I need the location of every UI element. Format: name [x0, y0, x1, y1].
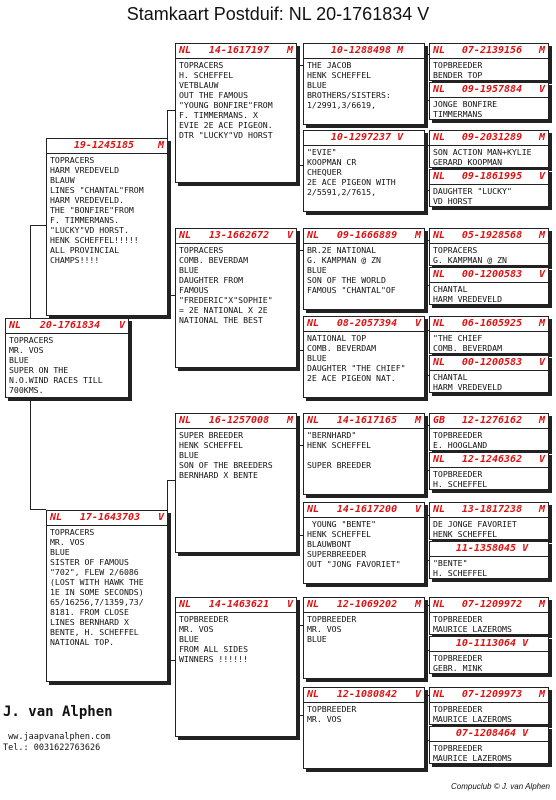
- pedigree-card-ancestor[interactable]: [429, 452, 549, 490]
- card-description: "EVIE" KOOPMAN CR CHEQUER 2E ACE PIGEON WITH 2/5591,2/7615,: [307, 147, 396, 197]
- card-ring-number: 10-1113064: [455, 638, 517, 649]
- card-description: SUPER BREEDER HENK SCHEFFEL BLUE SON OF THE BREEDERS BERNHARD X BENTE: [179, 430, 273, 480]
- card-description: TOPBREEDER MAURICE LAZEROMS: [433, 743, 512, 763]
- card-ring-number: 12-1276162: [461, 415, 523, 426]
- card-divider: [304, 612, 424, 613]
- card-country: NL: [433, 269, 446, 280]
- card-ring-number: 07-1208464: [455, 728, 517, 739]
- card-ring-number: 09-1957884: [461, 84, 523, 95]
- card-divider: [304, 145, 424, 146]
- card-divider: [304, 243, 424, 244]
- card-sex: V: [538, 171, 545, 182]
- card-description: TOPRACERS MR. VOS BLUE SISTER OF FAMOUS "702", FLEW 2/6086 (LOST WITH HAWK THE 1E IN SOME SECONDS) 65/16256,7/1359,73/ 8181. FROM CLOSE LINES BERNHARD X BENTE, H. SCHEFFEL NATIONAL TOP.: [50, 527, 144, 647]
- card-divider: [430, 612, 548, 613]
- card-divider: [304, 58, 424, 59]
- card-description: "BENTE" H. SCHEFFEL: [433, 558, 488, 578]
- card-ring-number: 13-1662672: [208, 230, 270, 241]
- card-country: NL: [433, 230, 446, 241]
- card-description: TOPRACERS COMB. BEVERDAM BLUE DAUGHTER FROM FAMOUS "FREDERIC"X"SOPHIE" = 2E NATIONAL X 2E NATIONAL THE BEST: [179, 245, 273, 325]
- card-country: NL: [50, 512, 63, 523]
- card-sex: M: [538, 318, 545, 329]
- card-sex: M: [538, 132, 545, 143]
- card-sex: V: [397, 132, 404, 143]
- pedigree-card-great-grandparent[interactable]: [303, 413, 425, 495]
- card-country: NL: [433, 357, 446, 368]
- pedigree-card-ancestor[interactable]: [429, 413, 549, 451]
- pedigree-card-ancestor[interactable]: [429, 502, 549, 540]
- card-ring-number: 12-1080842: [336, 689, 398, 700]
- card-sex: M: [538, 504, 545, 515]
- card-divider: [176, 243, 296, 244]
- card-country: NL: [433, 504, 446, 515]
- card-divider: [176, 612, 296, 613]
- card-description: TOPBREEDER MR. VOS: [307, 704, 357, 724]
- card-sex: V: [538, 454, 545, 465]
- card-ring-number: 17-1643703: [79, 512, 141, 523]
- pedigree-card-grandparent[interactable]: [175, 43, 297, 183]
- card-country: NL: [307, 504, 320, 515]
- card-country: NL: [433, 132, 446, 143]
- card-country: NL: [433, 171, 446, 182]
- pedigree-card-ancestor[interactable]: [429, 82, 549, 120]
- owner-website[interactable]: ww.jaapvanalphen.com: [3, 732, 111, 742]
- card-country: NL: [179, 230, 192, 241]
- card-divider: [304, 702, 424, 703]
- pedigree-card-great-grandparent[interactable]: [303, 597, 425, 679]
- connector-line: [167, 480, 175, 481]
- card-ring-number: 10-1288498: [330, 45, 392, 56]
- card-ring-number: 14-1617200: [336, 504, 398, 515]
- card-description: "BERNHARD" HENK SCHEFFEL SUPER BREEDER: [307, 430, 372, 470]
- card-ring-number: 09-1861995: [461, 171, 523, 182]
- card-sex: V: [522, 543, 529, 554]
- card-description: CHANTAL HARM VREDEVELD: [433, 372, 503, 392]
- card-description: TOPBREEDER GEBR. MINK: [433, 653, 483, 673]
- card-description: "THE CHIEF COMB. BEVERDAM: [433, 333, 503, 353]
- owner-phone: Tel.: 0031622763626: [3, 743, 101, 753]
- card-description: DE JONGE FAVORIET HENK SCHEFFEL: [433, 519, 517, 539]
- card-description: DAUGHTER "LUCKY" VD HORST: [433, 186, 512, 206]
- pedigree-card-ancestor[interactable]: [429, 169, 549, 207]
- footer-credit: Compuclub © J. van Alphen: [451, 782, 550, 791]
- card-description: TOPBREEDER BENDER TOP: [433, 60, 483, 80]
- pedigree-card-great-grandparent[interactable]: [303, 316, 425, 398]
- card-country: NL: [179, 45, 192, 56]
- card-country: NL: [307, 230, 320, 241]
- card-country: NL: [433, 318, 446, 329]
- card-sex: V: [538, 84, 545, 95]
- card-divider: [430, 428, 548, 429]
- card-divider: [430, 651, 548, 652]
- card-ring-number: 09-2031289: [461, 132, 523, 143]
- card-country: NL: [307, 689, 320, 700]
- card-ring-number: 07-2139156: [461, 45, 523, 56]
- card-description: TOPRACERS H. SCHEFFEL VETBLAUW OUT THE FAMOUS "YOUNG BONFIRE"FROM F. TIMMERMANS. X EVIE 2E ACE PIGEON. DTR "LUCKY"VD HORST: [179, 60, 273, 140]
- pedigree-card-ancestor[interactable]: [429, 316, 549, 354]
- connector-line: [167, 295, 175, 296]
- card-country: NL: [307, 318, 320, 329]
- card-ring-number: 12-1246362: [461, 454, 523, 465]
- card-divider: [430, 517, 548, 518]
- card-ring-number: 06-1605925: [461, 318, 523, 329]
- card-sex: M: [286, 45, 293, 56]
- page-title: Stamkaart Postduif: NL 20-1761834 V: [126, 4, 430, 24]
- connector-line: [30, 225, 31, 320]
- card-description: CHANTAL HARM VREDEVELD: [433, 284, 503, 304]
- card-divider: [430, 370, 548, 371]
- card-divider: [176, 58, 296, 59]
- card-description: JONGE BONFIRE TIMMERMANS: [433, 99, 498, 119]
- pedigree-card-sire[interactable]: [46, 138, 168, 316]
- pedigree-card-ancestor[interactable]: [429, 43, 549, 81]
- card-divider: [430, 702, 548, 703]
- pedigree-card-grandparent[interactable]: [175, 228, 297, 368]
- card-ring-number: 14-1617165: [336, 415, 398, 426]
- card-sex: M: [286, 415, 293, 426]
- card-divider: [430, 184, 548, 185]
- card-ring-number: 07-1209973: [461, 689, 523, 700]
- card-description: SON ACTION MAN+KYLIE GERARD KOOPMAN: [433, 147, 532, 167]
- card-country: NL: [307, 599, 320, 610]
- card-divider: [430, 331, 548, 332]
- card-country: NL: [433, 599, 446, 610]
- card-divider: [430, 97, 548, 98]
- card-divider: [304, 331, 424, 332]
- card-divider: [47, 153, 167, 154]
- connector-line: [167, 660, 175, 661]
- card-ring-number: 07-1209972: [461, 599, 523, 610]
- card-ring-number: 14-1617197: [208, 45, 270, 56]
- card-divider: [176, 428, 296, 429]
- card-sex: M: [157, 140, 164, 151]
- card-divider: [304, 428, 424, 429]
- card-ring-number: 14-1463621: [208, 599, 270, 610]
- card-ring-number: 00-1200583: [461, 357, 523, 368]
- pedigree-card-ancestor[interactable]: [429, 687, 549, 725]
- card-ring-number: 19-1245185: [73, 140, 135, 151]
- card-sex: M: [414, 230, 421, 241]
- card-description: TOPRACERS MR. VOS BLUE SUPER ON THE N.O.WIND RACES TILL 700KMS.: [9, 335, 103, 395]
- connector-line: [167, 110, 175, 111]
- pedigree-card-great-grandparent[interactable]: [303, 43, 425, 125]
- card-divider: [430, 58, 548, 59]
- card-divider: [430, 243, 548, 244]
- card-country: NL: [179, 599, 192, 610]
- card-sex: V: [414, 689, 421, 700]
- card-divider: [430, 282, 548, 283]
- pedigree-card-great-grandparent[interactable]: [303, 687, 425, 769]
- card-country: NL: [433, 689, 446, 700]
- pedigree-card-grandparent[interactable]: [175, 597, 297, 737]
- card-description: TOPBREEDER MAURICE LAZEROMS: [433, 704, 512, 724]
- card-description: TOPBREEDER MR. VOS BLUE: [307, 614, 357, 644]
- card-ring-number: 13-1817238: [461, 504, 523, 515]
- card-country: NL: [179, 415, 192, 426]
- card-country: GB: [433, 415, 446, 426]
- card-divider: [6, 333, 128, 334]
- card-sex: M: [414, 599, 421, 610]
- pedigree-card-ancestor[interactable]: [429, 541, 549, 579]
- card-divider: [47, 525, 167, 526]
- card-description: BR.2E NATIONAL G. KAMPMAN @ ZN BLUE SON OF THE WORLD FAMOUS "CHANTAL"OF: [307, 245, 396, 295]
- card-sex: M: [538, 45, 545, 56]
- pedigree-card-ancestor[interactable]: [429, 228, 549, 266]
- card-description: TOPBREEDER MR. VOS BLUE FROM ALL SIDES WINNERS !!!!!!: [179, 614, 249, 664]
- owner-contact: [3, 732, 110, 754]
- pedigree-card-ancestor[interactable]: [429, 267, 549, 305]
- card-sex: M: [538, 689, 545, 700]
- card-description: TOPRACERS G. KAMPMAN @ ZN: [433, 245, 507, 265]
- card-ring-number: 12-1069202: [336, 599, 398, 610]
- card-sex: M: [538, 230, 545, 241]
- connector-line: [30, 397, 31, 509]
- card-country: NL: [433, 84, 446, 95]
- card-description: TOPBREEDER E. HOOGLAND: [433, 430, 488, 450]
- pedigree-card-ancestor[interactable]: [429, 597, 549, 635]
- card-sex: V: [414, 318, 421, 329]
- card-ring-number: 00-1200583: [461, 269, 523, 280]
- card-sex: V: [118, 320, 125, 331]
- pedigree-card-dam[interactable]: [46, 510, 168, 682]
- pedigree-card-great-grandparent[interactable]: [303, 228, 425, 310]
- card-sex: M: [397, 45, 404, 56]
- connector-line: [30, 225, 46, 226]
- card-ring-number: 20-1761834: [39, 320, 101, 331]
- card-divider: [430, 145, 548, 146]
- card-country: NL: [433, 454, 446, 465]
- owner-name: J. van Alphen: [3, 704, 113, 720]
- card-ring-number: 09-1666889: [336, 230, 398, 241]
- card-divider: [430, 467, 548, 468]
- card-description: YOUNG "BENTE" HENK SCHEFFEL BLAUWBONT SUPERBREEDER OUT "JONG FAVORIET": [307, 519, 401, 569]
- card-sex: V: [522, 728, 529, 739]
- card-sex: V: [286, 599, 293, 610]
- card-description: NATIONAL TOP COMB. BEVERDAM BLUE DAUGHTER "THE CHIEF" 2E ACE PIGEON NAT.: [307, 333, 406, 383]
- card-country: NL: [433, 45, 446, 56]
- connector-line: [30, 509, 46, 510]
- card-ring-number: 08-2057394: [336, 318, 398, 329]
- card-ring-number: 11-1358045: [455, 543, 517, 554]
- card-sex: V: [286, 230, 293, 241]
- card-description: TOPBREEDER H. SCHEFFEL: [433, 469, 488, 489]
- pedigree-card-great-grandparent[interactable]: [303, 502, 425, 584]
- card-ring-number: 10-1297237: [330, 132, 392, 143]
- pedigree-card-ancestor[interactable]: [429, 355, 549, 393]
- card-sex: M: [414, 415, 421, 426]
- card-divider: [430, 741, 548, 742]
- card-sex: V: [414, 504, 421, 515]
- card-country: NL: [307, 415, 320, 426]
- card-country: NL: [9, 320, 22, 331]
- card-description: TOPRACERS HARM VREDEVELD BLAUW LINES "CHANTAL"FROM HARM VREDEVELD. THE "BONFIRE"FROM F. TIMMERMANS. "LUCKY"VD HORST. HENK SCHEFFEL!!!!! ALL PROVINCIAL CHAMPS!!!!: [50, 155, 144, 265]
- card-sex: M: [538, 415, 545, 426]
- card-sex: V: [538, 269, 545, 280]
- pedigree-card-great-grandparent[interactable]: [303, 130, 425, 212]
- card-ring-number: 05-1928568: [461, 230, 523, 241]
- pedigree-card-grandparent[interactable]: [175, 413, 297, 553]
- pedigree-card-ancestor[interactable]: [429, 130, 549, 168]
- pedigree-card-ancestor[interactable]: [429, 726, 549, 764]
- card-description: TOPBREEDER MAURICE LAZEROMS: [433, 614, 512, 634]
- pedigree-card-ancestor[interactable]: [429, 636, 549, 674]
- card-description: THE JACOB HENK SCHEFFEL BLUE BROTHERS/SISTERS: 1/2991,3/6619,: [307, 60, 391, 110]
- pedigree-card-subject[interactable]: [5, 318, 129, 398]
- card-sex: V: [157, 512, 164, 523]
- card-ring-number: 16-1257008: [208, 415, 270, 426]
- card-divider: [430, 556, 548, 557]
- card-sex: V: [538, 357, 545, 368]
- card-sex: V: [522, 638, 529, 649]
- card-sex: M: [538, 599, 545, 610]
- card-divider: [304, 517, 424, 518]
